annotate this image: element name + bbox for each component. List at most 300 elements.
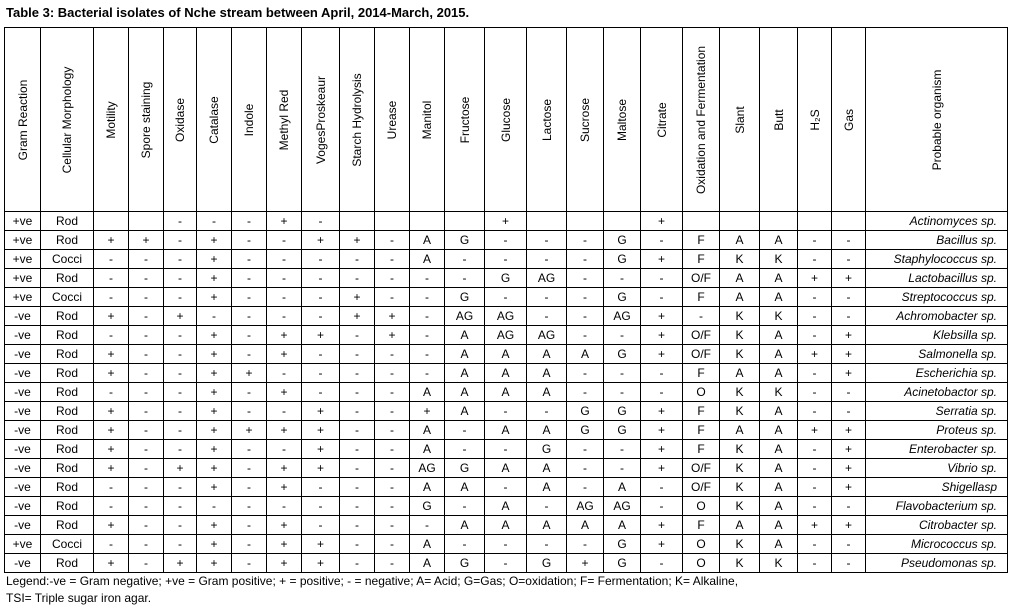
cell-starch: - <box>340 535 375 554</box>
cell-h2s: - <box>798 402 832 421</box>
cell-vp: + <box>302 402 340 421</box>
cell-mr: - <box>267 250 302 269</box>
cell-maltose: G <box>604 250 641 269</box>
cell-urease: - <box>375 345 410 364</box>
cell-oxidase: - <box>164 421 197 440</box>
cell-slant: A <box>720 516 760 535</box>
cell-catalase: + <box>197 364 232 383</box>
cell-maltose: - <box>604 383 641 402</box>
column-header-gram <box>5 28 41 212</box>
cell-h2s: - <box>798 307 832 326</box>
cell-slant: A <box>720 269 760 288</box>
cell-gas: - <box>832 383 866 402</box>
cell-lactose: A <box>527 345 567 364</box>
cell-gram: -ve <box>5 440 41 459</box>
cell-gas: + <box>832 364 866 383</box>
cell-morph: Rod <box>41 269 94 288</box>
cell-slant: K <box>720 326 760 345</box>
cell-manitol: A <box>410 440 445 459</box>
cell-mr: + <box>267 478 302 497</box>
cell-oxidase: - <box>164 402 197 421</box>
cell-maltose: A <box>604 478 641 497</box>
cell-maltose: G <box>604 231 641 250</box>
column-header-mr <box>267 28 302 212</box>
cell-lactose: A <box>527 383 567 402</box>
cell-sucrose: - <box>567 383 604 402</box>
cell-glucose: A <box>485 364 527 383</box>
column-header-label: Starch Hydrolysis <box>350 72 364 167</box>
column-header-label: Urease <box>385 100 399 139</box>
cell-motility: - <box>94 250 129 269</box>
cell-h2s: - <box>798 326 832 345</box>
cell-oxidase: + <box>164 554 197 573</box>
cell-lactose: G <box>527 554 567 573</box>
column-header-fructose <box>445 28 485 212</box>
cell-starch: - <box>340 554 375 573</box>
cell-catalase: + <box>197 402 232 421</box>
column-header-label: Gram Reaction <box>15 79 30 160</box>
table-row <box>5 497 1008 516</box>
table-row <box>5 364 1008 383</box>
cell-spore: - <box>129 440 164 459</box>
cell-citrate: + <box>641 307 683 326</box>
cell-butt: A <box>760 288 798 307</box>
cell-mr: - <box>267 288 302 307</box>
cell-of: O/F <box>683 459 720 478</box>
cell-starch: - <box>340 478 375 497</box>
cell-butt <box>760 212 798 231</box>
cell-of: - <box>683 307 720 326</box>
organism-name-cell: Escherichia sp. <box>866 364 1008 383</box>
column-header-label: Gas <box>841 108 856 131</box>
cell-citrate: - <box>641 554 683 573</box>
table-row <box>5 383 1008 402</box>
cell-starch: - <box>340 250 375 269</box>
cell-urease: - <box>375 516 410 535</box>
legend-line-1: Legend:-ve = Gram negative; +ve = Gram positive; + = positive; - = negative; A= Acid; G=Gas; O=oxidation; F= Fermentation; K= Alkaline, <box>6 574 739 588</box>
cell-gas: + <box>832 269 866 288</box>
cell-oxidase: - <box>164 250 197 269</box>
cell-catalase: + <box>197 288 232 307</box>
cell-sucrose: - <box>567 440 604 459</box>
cell-glucose: - <box>485 478 527 497</box>
organism-name-cell: Acinetobactor sp. <box>866 383 1008 402</box>
cell-sucrose <box>567 212 604 231</box>
organism-name-cell: Enterobacter sp. <box>866 440 1008 459</box>
organism-name-cell: Pseudomonas sp. <box>866 554 1008 573</box>
cell-butt: A <box>760 269 798 288</box>
cell-glucose: AG <box>485 307 527 326</box>
cell-citrate: + <box>641 535 683 554</box>
column-header-label: Butt <box>771 108 786 131</box>
cell-gram: -ve <box>5 402 41 421</box>
organism-name-cell: Lactobacillus sp. <box>866 269 1008 288</box>
cell-of: O/F <box>683 269 720 288</box>
cell-citrate: - <box>641 231 683 250</box>
cell-citrate: + <box>641 440 683 459</box>
cell-lactose: AG <box>527 269 567 288</box>
cell-indole: - <box>232 269 267 288</box>
cell-spore: - <box>129 459 164 478</box>
cell-sucrose: + <box>567 554 604 573</box>
cell-gram: +ve <box>5 269 41 288</box>
column-header-label: Maltose <box>615 98 629 141</box>
cell-maltose: AG <box>604 497 641 516</box>
cell-mr: + <box>267 345 302 364</box>
cell-slant: A <box>720 364 760 383</box>
cell-sucrose: A <box>567 345 604 364</box>
cell-maltose: G <box>604 421 641 440</box>
cell-maltose: G <box>604 554 641 573</box>
cell-slant: K <box>720 535 760 554</box>
cell-manitol: - <box>410 326 445 345</box>
cell-fructose: G <box>445 288 485 307</box>
cell-slant: A <box>720 288 760 307</box>
cell-sucrose: - <box>567 364 604 383</box>
cell-of: F <box>683 402 720 421</box>
cell-lactose: - <box>527 250 567 269</box>
cell-fructose: A <box>445 516 485 535</box>
cell-sucrose: G <box>567 402 604 421</box>
organism-name-cell: Proteus sp. <box>866 421 1008 440</box>
organism-name-cell: Flavobacterium sp. <box>866 497 1008 516</box>
cell-citrate: - <box>641 269 683 288</box>
cell-fructose: AG <box>445 307 485 326</box>
cell-morph: Rod <box>41 440 94 459</box>
cell-spore: - <box>129 345 164 364</box>
cell-sucrose: G <box>567 421 604 440</box>
table-row <box>5 307 1008 326</box>
cell-morph: Cocci <box>41 288 94 307</box>
cell-glucose: A <box>485 421 527 440</box>
cell-spore: - <box>129 288 164 307</box>
column-header-label: Oxidation and Fermentation <box>694 45 708 194</box>
cell-gram: -ve <box>5 516 41 535</box>
column-header-label: Catalase <box>207 95 221 144</box>
cell-slant: K <box>720 345 760 364</box>
cell-sucrose: - <box>567 269 604 288</box>
cell-gas: - <box>832 497 866 516</box>
cell-of: O/F <box>683 326 720 345</box>
column-header-sucrose <box>567 28 604 212</box>
cell-manitol: - <box>410 364 445 383</box>
cell-maltose: - <box>604 364 641 383</box>
cell-oxidase: - <box>164 478 197 497</box>
cell-citrate: - <box>641 383 683 402</box>
cell-spore: - <box>129 326 164 345</box>
cell-starch: - <box>340 326 375 345</box>
cell-butt: K <box>760 554 798 573</box>
organism-name-cell: Klebsilla sp. <box>866 326 1008 345</box>
cell-citrate: - <box>641 478 683 497</box>
cell-starch: - <box>340 497 375 516</box>
column-header-slant <box>720 28 760 212</box>
cell-h2s: - <box>798 497 832 516</box>
cell-urease: - <box>375 288 410 307</box>
cell-catalase: + <box>197 535 232 554</box>
organism-name-cell: Bacillus sp. <box>866 231 1008 250</box>
cell-gram: +ve <box>5 288 41 307</box>
table-legend <box>6 573 738 607</box>
cell-lactose: AG <box>527 326 567 345</box>
cell-of: F <box>683 440 720 459</box>
cell-vp: - <box>302 516 340 535</box>
cell-indole: - <box>232 383 267 402</box>
cell-butt: A <box>760 421 798 440</box>
cell-lactose: - <box>527 535 567 554</box>
cell-starch: - <box>340 269 375 288</box>
cell-h2s: - <box>798 383 832 402</box>
cell-mr: + <box>267 459 302 478</box>
column-header-lactose <box>527 28 567 212</box>
cell-vp: - <box>302 383 340 402</box>
cell-urease <box>375 212 410 231</box>
cell-morph: Rod <box>41 459 94 478</box>
cell-mr: - <box>267 231 302 250</box>
cell-gas <box>832 212 866 231</box>
cell-vp: - <box>302 478 340 497</box>
cell-mr: + <box>267 554 302 573</box>
cell-morph: Rod <box>41 326 94 345</box>
legend-line-2: TSI= Triple sugar iron agar. <box>6 591 152 605</box>
cell-indole: - <box>232 440 267 459</box>
cell-butt: A <box>760 402 798 421</box>
cell-butt: A <box>760 440 798 459</box>
cell-butt: K <box>760 250 798 269</box>
cell-slant: A <box>720 421 760 440</box>
cell-slant: K <box>720 383 760 402</box>
cell-urease: - <box>375 269 410 288</box>
cell-gas: + <box>832 345 866 364</box>
cell-citrate: + <box>641 212 683 231</box>
cell-glucose: A <box>485 383 527 402</box>
cell-oxidase: - <box>164 364 197 383</box>
cell-fructose: G <box>445 231 485 250</box>
cell-morph: Rod <box>41 421 94 440</box>
cell-indole: - <box>232 459 267 478</box>
cell-oxidase: - <box>164 516 197 535</box>
cell-morph: Cocci <box>41 535 94 554</box>
cell-indole: - <box>232 497 267 516</box>
cell-gram: -ve <box>5 421 41 440</box>
cell-lactose: A <box>527 421 567 440</box>
organism-name-cell: Actinomyces sp. <box>866 212 1008 231</box>
table-row <box>5 269 1008 288</box>
organism-name-cell: Micrococcus sp. <box>866 535 1008 554</box>
table-row <box>5 288 1008 307</box>
cell-spore: + <box>129 231 164 250</box>
cell-motility: + <box>94 345 129 364</box>
cell-maltose: A <box>604 516 641 535</box>
cell-oxidase: - <box>164 440 197 459</box>
column-header-citrate <box>641 28 683 212</box>
cell-spore: - <box>129 307 164 326</box>
cell-sucrose: - <box>567 231 604 250</box>
cell-slant: K <box>720 440 760 459</box>
cell-citrate: + <box>641 516 683 535</box>
cell-glucose: A <box>485 459 527 478</box>
cell-urease: - <box>375 497 410 516</box>
cell-glucose: A <box>485 345 527 364</box>
cell-mr: + <box>267 516 302 535</box>
cell-butt: K <box>760 307 798 326</box>
cell-gas: - <box>832 288 866 307</box>
table-body <box>5 212 1008 573</box>
cell-motility: - <box>94 269 129 288</box>
cell-catalase: + <box>197 250 232 269</box>
cell-gram: -ve <box>5 326 41 345</box>
cell-manitol: A <box>410 383 445 402</box>
cell-vp: + <box>302 326 340 345</box>
organism-name-cell: Serratia sp. <box>866 402 1008 421</box>
cell-fructose: - <box>445 535 485 554</box>
cell-maltose: - <box>604 269 641 288</box>
cell-spore <box>129 212 164 231</box>
cell-spore: - <box>129 478 164 497</box>
column-header-h2s <box>798 28 832 212</box>
cell-urease: - <box>375 364 410 383</box>
cell-maltose: G <box>604 402 641 421</box>
cell-oxidase: - <box>164 535 197 554</box>
cell-slant: K <box>720 497 760 516</box>
column-header-starch <box>340 28 375 212</box>
cell-oxidase: - <box>164 497 197 516</box>
cell-gram: +ve <box>5 231 41 250</box>
cell-spore: - <box>129 269 164 288</box>
column-header-motility <box>94 28 129 212</box>
cell-spore: - <box>129 535 164 554</box>
cell-vp: + <box>302 421 340 440</box>
column-header-gas <box>832 28 866 212</box>
cell-citrate: + <box>641 421 683 440</box>
cell-motility: + <box>94 364 129 383</box>
cell-indole: - <box>232 231 267 250</box>
cell-starch: - <box>340 421 375 440</box>
cell-lactose: A <box>527 364 567 383</box>
cell-manitol: A <box>410 421 445 440</box>
cell-maltose <box>604 212 641 231</box>
cell-motility: - <box>94 326 129 345</box>
cell-motility: + <box>94 421 129 440</box>
cell-urease: - <box>375 231 410 250</box>
table-row <box>5 402 1008 421</box>
cell-sucrose: - <box>567 459 604 478</box>
table-row <box>5 440 1008 459</box>
cell-manitol: - <box>410 345 445 364</box>
column-header-glucose <box>485 28 527 212</box>
cell-motility <box>94 212 129 231</box>
cell-indole: - <box>232 554 267 573</box>
cell-vp: - <box>302 345 340 364</box>
table-row <box>5 554 1008 573</box>
cell-glucose: A <box>485 497 527 516</box>
cell-fructose: G <box>445 554 485 573</box>
cell-h2s: - <box>798 440 832 459</box>
cell-indole: - <box>232 250 267 269</box>
column-header-label: Fructose <box>457 96 472 143</box>
cell-gas: + <box>832 440 866 459</box>
cell-of: O <box>683 497 720 516</box>
cell-lactose: - <box>527 231 567 250</box>
cell-catalase: + <box>197 383 232 402</box>
cell-butt: A <box>760 497 798 516</box>
column-header-label: Spore staining <box>139 81 153 158</box>
cell-catalase: + <box>197 345 232 364</box>
cell-butt: K <box>760 383 798 402</box>
cell-vp: - <box>302 364 340 383</box>
column-header-urease <box>375 28 410 212</box>
cell-lactose: A <box>527 516 567 535</box>
column-header-label: Sucrose <box>578 97 592 142</box>
column-header-morph <box>41 28 94 212</box>
cell-gas: + <box>832 516 866 535</box>
column-header-spore <box>129 28 164 212</box>
cell-spore: - <box>129 250 164 269</box>
cell-motility: + <box>94 402 129 421</box>
cell-manitol: A <box>410 554 445 573</box>
cell-indole: + <box>232 421 267 440</box>
cell-oxidase: + <box>164 459 197 478</box>
cell-slant: K <box>720 250 760 269</box>
cell-spore: - <box>129 497 164 516</box>
cell-slant: K <box>720 459 760 478</box>
organism-name-cell: Citrobacter sp. <box>866 516 1008 535</box>
table-row <box>5 326 1008 345</box>
cell-lactose: - <box>527 288 567 307</box>
cell-urease: - <box>375 383 410 402</box>
cell-motility: + <box>94 554 129 573</box>
cell-mr: + <box>267 535 302 554</box>
table-row <box>5 212 1008 231</box>
cell-urease: - <box>375 535 410 554</box>
cell-vp: - <box>302 497 340 516</box>
cell-indole: - <box>232 326 267 345</box>
cell-manitol: - <box>410 516 445 535</box>
table-caption: Table 3: Bacterial isolates of Nche stream between April, 2014-March, 2015. <box>6 5 470 20</box>
cell-sucrose: - <box>567 535 604 554</box>
cell-butt: A <box>760 516 798 535</box>
cell-indole: + <box>232 364 267 383</box>
cell-catalase: - <box>197 307 232 326</box>
cell-h2s: - <box>798 459 832 478</box>
cell-oxidase: - <box>164 383 197 402</box>
cell-slant: K <box>720 307 760 326</box>
cell-spore: - <box>129 402 164 421</box>
column-header-indole <box>232 28 267 212</box>
column-header-organism <box>866 28 1008 212</box>
cell-maltose: AG <box>604 307 641 326</box>
cell-spore: - <box>129 421 164 440</box>
cell-of: O <box>683 535 720 554</box>
cell-indole: - <box>232 307 267 326</box>
column-header-label: Motility <box>104 100 118 139</box>
cell-citrate: + <box>641 402 683 421</box>
cell-h2s: - <box>798 288 832 307</box>
cell-starch: - <box>340 459 375 478</box>
cell-gas: + <box>832 326 866 345</box>
cell-h2s: + <box>798 516 832 535</box>
cell-starch: - <box>340 383 375 402</box>
column-header-label: Glucose <box>498 97 513 142</box>
cell-vp: + <box>302 231 340 250</box>
cell-fructose: - <box>445 250 485 269</box>
cell-mr: - <box>267 402 302 421</box>
cell-maltose: - <box>604 326 641 345</box>
cell-morph: Rod <box>41 212 94 231</box>
cell-morph: Rod <box>41 231 94 250</box>
cell-motility: + <box>94 307 129 326</box>
cell-mr: - <box>267 497 302 516</box>
